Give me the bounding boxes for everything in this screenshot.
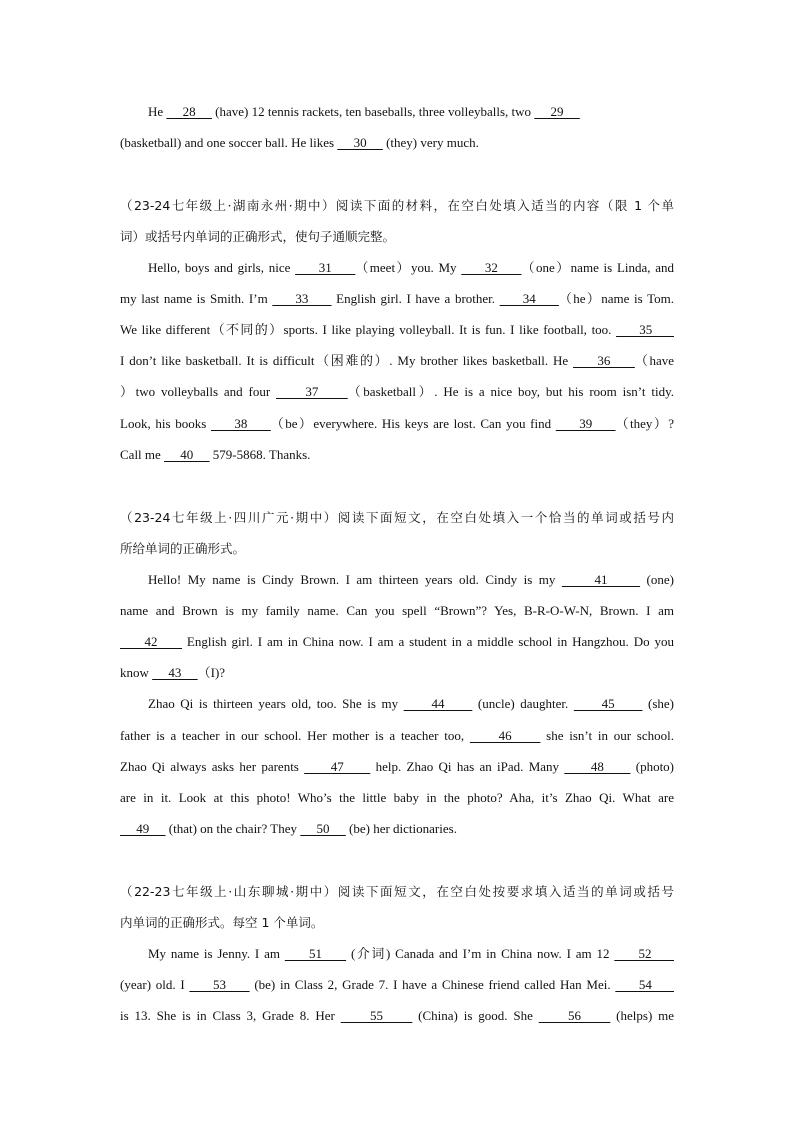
line-text: Zhao Qi is thirteen years old, too. She is my	[148, 696, 404, 711]
answer-blank: 39	[555, 416, 616, 431]
passage-line	[148, 259, 674, 277]
answer-blank: 31	[295, 260, 356, 275]
passage-line	[148, 695, 674, 713]
line-text: (photo)	[630, 759, 675, 774]
line-text: father is a teacher in our school. Her mother is a teacher too,	[120, 728, 470, 743]
passage-line	[120, 976, 674, 994]
passage-line	[120, 446, 674, 464]
answer-blank: 43	[152, 665, 198, 680]
section-instruction	[120, 197, 674, 215]
answer-blank: 49	[120, 821, 166, 836]
passage-line	[120, 415, 674, 433]
section-instruction	[120, 540, 674, 558]
line-text: Zhao Qi always asks her parents	[120, 759, 305, 774]
line-text: Hello, boys and girls, nice	[148, 260, 296, 275]
answer-blank: 30	[337, 135, 383, 150]
answer-blank: 52	[614, 946, 675, 961]
line-text: （basketball）. He is a nice boy, but his room isn’t tidy.	[347, 384, 675, 399]
line-text: （they）?	[615, 416, 675, 431]
passage-line	[120, 664, 674, 682]
line-text: My name is Jenny. I am	[148, 946, 285, 961]
answer-blank: 36	[573, 353, 635, 368]
answer-blank: 37	[276, 384, 348, 399]
line-text: name and Brown is my family name. Can you spell “Brown”? Yes, B-R-O-W-N, Brown. I am	[120, 603, 674, 618]
line-text: Hello! My name is Cindy Brown. I am thirteen years old. Cindy is my	[148, 572, 562, 587]
line-text: (that) on the chair? They	[165, 821, 301, 836]
section-instruction	[120, 228, 674, 246]
line-text: Look, his books	[120, 416, 211, 431]
line-text: ）two volleyballs and four	[120, 384, 277, 399]
passage-line	[120, 633, 674, 651]
answer-blank: 40	[164, 447, 210, 462]
answer-blank: 33	[272, 291, 332, 306]
line-text: （one）name is Linda, and	[521, 260, 675, 275]
line-text: (basketball) and one soccer ball. He likes	[120, 135, 338, 150]
passage-line	[120, 727, 674, 745]
answer-blank: 51	[284, 946, 347, 961]
line-text: （meet）you. My	[355, 260, 462, 275]
line-text: 内单词的正确形式。每空 1 个单词。	[120, 915, 324, 930]
answer-blank: 48	[564, 759, 631, 774]
answer-blank: 50	[300, 821, 346, 836]
line-text: （23-24七年级上·湖南永州·期中）阅读下面的材料，在空白处填入适当的内容（限 1 个单	[120, 198, 674, 213]
passage-line	[120, 290, 674, 308]
answer-blank: 29	[534, 104, 580, 119]
line-text: （22-23七年级上·山东聊城·期中）阅读下面短文，在空白处按要求填入适当的单词或括号	[120, 884, 674, 899]
passage-line	[120, 789, 674, 807]
line-text: Call me	[120, 447, 165, 462]
line-text: (be) in Class 2, Grade 7. I have a Chinese friend called Han Mei.	[249, 977, 616, 992]
line-text: We like different（不同的）sports. I like playing volleyball. It is fun. I like football, too.	[120, 322, 617, 337]
answer-blank: 28	[166, 104, 212, 119]
line-text: （23-24七年级上·四川广元·期中）阅读下面短文，在空白处填入一个恰当的单词或括号内	[120, 510, 674, 525]
line-text: (year) old. I	[120, 977, 190, 992]
line-text: know	[120, 665, 153, 680]
passage-line	[120, 820, 674, 838]
answer-blank: 38	[210, 416, 271, 431]
passage-line	[148, 945, 674, 963]
line-text: (she)	[642, 696, 675, 711]
answer-blank: 54	[615, 977, 675, 992]
line-text: (they) very much.	[382, 135, 479, 150]
line-text: English girl. I am in China now. I am a student in a middle school in Hangzhou. Do you	[182, 634, 675, 649]
line-text: (uncle) daughter.	[472, 696, 574, 711]
line-text: （be）everywhere. His keys are lost. Can you find	[270, 416, 556, 431]
line-text: my last name is Smith. I’m	[120, 291, 273, 306]
answer-blank: 47	[304, 759, 371, 774]
line-text: are in it. Look at this photo! Who’s the little baby in the photo? Aha, it’s Zhao Qi. What are	[120, 790, 674, 805]
line-text: (be) her dictionaries.	[345, 821, 457, 836]
answer-blank: 42	[120, 634, 183, 649]
line-text: 所给单词的正确形式。	[120, 541, 246, 556]
answer-blank: 32	[461, 260, 522, 275]
line-text: she isn’t in our school.	[540, 728, 674, 743]
line-text: He	[148, 104, 167, 119]
passage-line	[120, 321, 674, 339]
passage-line	[148, 571, 674, 589]
answer-blank: 56	[538, 1008, 611, 1023]
line-text: (have) 12 tennis rackets, ten baseballs, three volleyballs, two	[211, 104, 535, 119]
passage-line	[120, 1007, 674, 1025]
section-instruction	[120, 914, 674, 932]
line-text: （I)?	[197, 665, 226, 680]
section-instruction	[120, 509, 674, 527]
answer-blank: 41	[561, 572, 641, 587]
passage-line	[120, 352, 674, 370]
answer-blank: 34	[499, 291, 559, 306]
passage-line	[120, 134, 674, 152]
line-text: （he）name is Tom.	[558, 291, 675, 306]
passage-line	[120, 602, 674, 620]
section-instruction	[120, 883, 674, 901]
answer-blank: 55	[340, 1008, 413, 1023]
line-text: (one)	[640, 572, 674, 587]
passage-line	[120, 383, 674, 401]
answer-blank: 35	[616, 322, 674, 337]
line-text: is 13. She is in Class 3, Grade 8. Her	[120, 1008, 341, 1023]
line-text: 579-5868. Thanks.	[209, 447, 311, 462]
answer-blank: 45	[573, 696, 643, 711]
line-text: (China) is good. She	[412, 1008, 539, 1023]
passage-line	[120, 758, 674, 776]
answer-blank: 44	[403, 696, 473, 711]
answer-blank: 46	[469, 728, 541, 743]
line-text: (helps) me	[610, 1008, 675, 1023]
line-text: help. Zhao Qi has an iPad. Many	[370, 759, 565, 774]
line-text: (介词) Canada and I’m in China now. I am 12	[346, 946, 615, 961]
line-text: I don’t like basketball. It is difficult（困难的）. My brother likes basketball. He	[120, 353, 574, 368]
line-text: English girl. I have a brother.	[331, 291, 500, 306]
line-text: 词）或括号内单词的正确形式，使句子通顺完整。	[120, 229, 396, 244]
passage-line	[148, 103, 674, 121]
line-text: （have	[634, 353, 674, 368]
answer-blank: 53	[189, 977, 250, 992]
